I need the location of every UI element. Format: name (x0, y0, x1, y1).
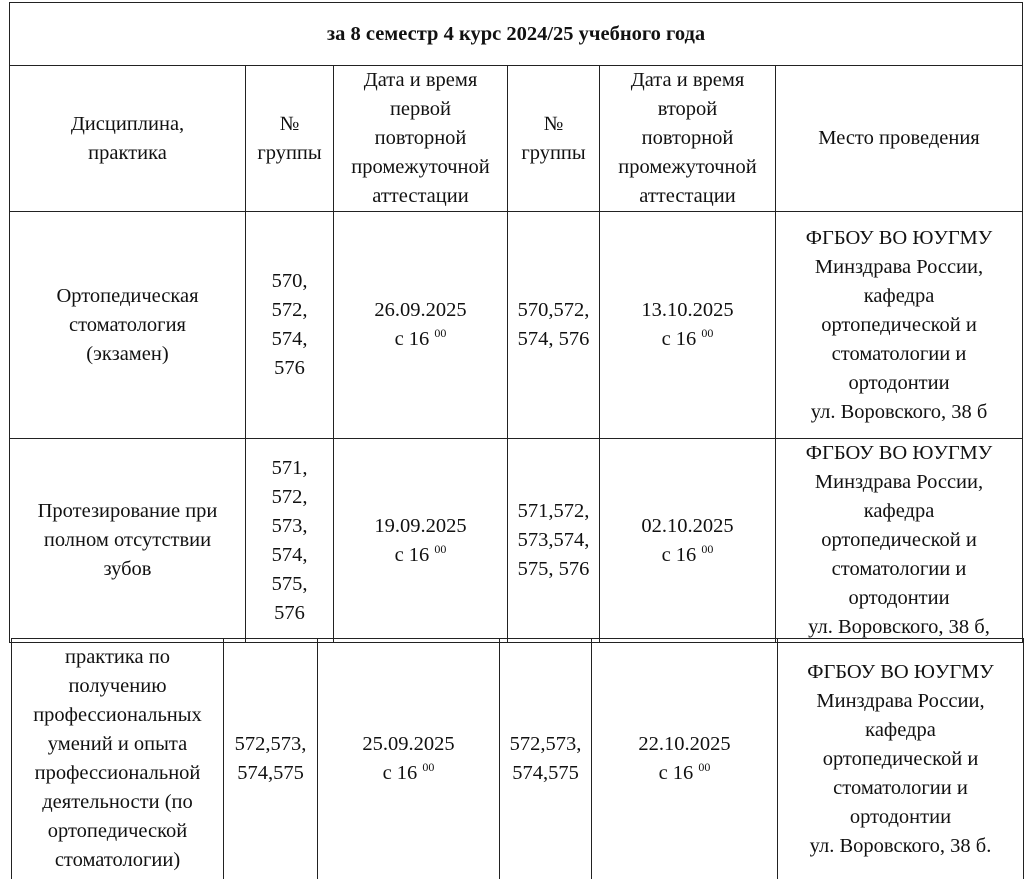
header-date-line: Дата и время (363, 69, 478, 91)
time-text (320, 759, 497, 788)
time-hour: с 16 (382, 762, 418, 784)
header-group-line: группы (257, 141, 322, 164)
place-line: ортодонтии (848, 371, 950, 394)
header-date-line: повторной (374, 127, 467, 149)
time-hour: с 16 (658, 762, 694, 784)
table-row (10, 439, 1023, 643)
group-line: 574, 576 (517, 328, 590, 350)
header-date-line: аттестации (639, 185, 736, 207)
header-date-line: повторной (641, 127, 734, 149)
place-cell (776, 212, 1023, 439)
place-line: ул. Воровского, 38 б, (808, 616, 990, 638)
groups-cell-1 (246, 212, 334, 439)
time-hour: с 16 (661, 328, 697, 350)
groups-cell-2 (500, 639, 592, 880)
discipline-cell (12, 639, 224, 880)
place-line: Минздрава России, (814, 255, 984, 278)
group-line: 574,575 (237, 762, 304, 784)
group-line: 572,573, (509, 733, 582, 755)
group-line: 570,572, (517, 299, 590, 321)
time-text (602, 325, 773, 354)
date-text: 25.09.2025 (362, 733, 455, 755)
header-date-line: Дата и время (630, 69, 745, 91)
discipline-line: зубов (103, 558, 152, 580)
table-title: за 8 семестр 4 курс 2024/25 учебного года (10, 3, 1023, 66)
place-line: ортодонтии (849, 805, 952, 828)
place-line: стоматологии и (831, 342, 967, 365)
group-line: 573,574, (517, 529, 590, 551)
group-line: 576 (274, 357, 305, 379)
group-line: 571, (271, 456, 308, 479)
place-line: ортопедической и (821, 529, 977, 551)
date-cell-1 (334, 439, 508, 643)
groups-cell-1 (224, 639, 318, 880)
header-date-line: аттестации (372, 185, 469, 207)
date-text: 02.10.2025 (641, 514, 734, 537)
place-line: стоматологии и (833, 776, 968, 799)
group-line: 570, (271, 270, 308, 292)
discipline-line: (экзамен) (86, 342, 169, 365)
time-text (602, 541, 773, 570)
header-date-line: первой (389, 98, 452, 120)
group-line: 576 (274, 601, 305, 624)
place-cell (778, 639, 1024, 880)
place-line: ул. Воровского, 38 б (810, 400, 988, 423)
header-discipline (10, 66, 246, 212)
time-hour: с 16 (394, 328, 430, 350)
place-line: ФГБОУ ВО ЮУГМУ (805, 442, 993, 464)
discipline-line: стоматология (68, 313, 186, 336)
discipline-line: Ортопедическая (56, 284, 199, 307)
discipline-line: умений и опыта (47, 733, 188, 755)
date-cell-2 (592, 639, 778, 880)
group-line: 574,575 (512, 762, 579, 784)
time-text (336, 325, 505, 354)
header-group-1 (246, 66, 334, 212)
header-discipline-line: практика (88, 141, 167, 164)
date-cell-2 (600, 212, 776, 439)
group-line: 574, (271, 543, 308, 566)
group-line: 575, (271, 572, 308, 595)
schedule-table-top (9, 2, 1023, 643)
time-hour: с 16 (661, 543, 697, 566)
place-line: ФГБОУ ВО ЮУГМУ (807, 660, 994, 683)
schedule-table-bottom (11, 638, 1024, 879)
date-cell-1 (334, 212, 508, 439)
date-text: 13.10.2025 (641, 299, 734, 321)
header-place: Место проведения (776, 66, 1023, 212)
time-minutes: 00 (701, 541, 714, 556)
time-minutes: 00 (422, 760, 435, 775)
header-date-1 (334, 66, 508, 212)
time-hour: с 16 (394, 543, 430, 566)
time-minutes: 00 (434, 541, 447, 556)
discipline-cell (10, 212, 246, 439)
group-line: 571,572, (517, 500, 590, 522)
place-line: ул. Воровского, 38 б. (809, 834, 992, 857)
date-text: 26.09.2025 (374, 299, 467, 321)
discipline-line: ортопедической (47, 820, 188, 842)
date-text: 22.10.2025 (638, 733, 731, 755)
date-text: 19.09.2025 (374, 514, 467, 537)
discipline-line: профессиональной (34, 762, 201, 784)
discipline-line: стоматологии) (54, 849, 181, 871)
groups-cell-2 (508, 212, 600, 439)
discipline-line: получению (68, 675, 167, 697)
header-group-line: группы (521, 141, 586, 164)
discipline-line: Протезирование при (37, 500, 218, 522)
header-row (10, 66, 1023, 212)
group-line: 574, (271, 328, 308, 350)
place-line: ортодонтии (848, 587, 950, 609)
place-line: ортопедической и (822, 747, 979, 770)
place-line: стоматологии и (831, 558, 967, 580)
groups-cell-2 (508, 439, 600, 643)
discipline-cell (10, 439, 246, 643)
place-cell (776, 439, 1023, 643)
place-line: ортопедической и (821, 313, 977, 336)
table-row (12, 639, 1024, 880)
header-date-line: промежуточной (351, 156, 490, 178)
header-group-line: № (279, 112, 300, 135)
group-line: 573, (271, 514, 308, 537)
date-cell-1 (318, 639, 500, 880)
discipline-line: профессиональных (33, 704, 202, 726)
place-line: кафедра (863, 500, 935, 522)
group-line: 572,573, (234, 733, 307, 755)
groups-cell-1 (246, 439, 334, 643)
time-minutes: 00 (434, 326, 447, 341)
place-line: ФГБОУ ВО ЮУГМУ (805, 226, 993, 249)
header-discipline-line: Дисциплина, (70, 112, 185, 135)
time-minutes: 00 (698, 760, 711, 775)
group-line: 572, (271, 299, 308, 321)
table-row (10, 212, 1023, 439)
place-line: Минздрава России, (816, 689, 985, 712)
place-line: кафедра (865, 718, 936, 741)
time-text (336, 541, 505, 570)
discipline-line: деятельности (по (42, 791, 193, 813)
discipline-line: полном отсутствии (43, 529, 212, 551)
time-text (594, 759, 775, 788)
header-date-line: промежуточной (618, 156, 757, 178)
time-minutes: 00 (701, 326, 714, 341)
group-line: 572, (271, 485, 308, 508)
discipline-line: практика по (64, 646, 171, 668)
place-line: кафедра (863, 284, 935, 307)
header-date-line: второй (657, 98, 718, 120)
header-group-line: № (543, 112, 564, 135)
header-date-2 (600, 66, 776, 212)
place-line: Минздрава России, (814, 471, 984, 493)
date-cell-2 (600, 439, 776, 643)
group-line: 575, 576 (517, 558, 590, 580)
header-group-2 (508, 66, 600, 212)
